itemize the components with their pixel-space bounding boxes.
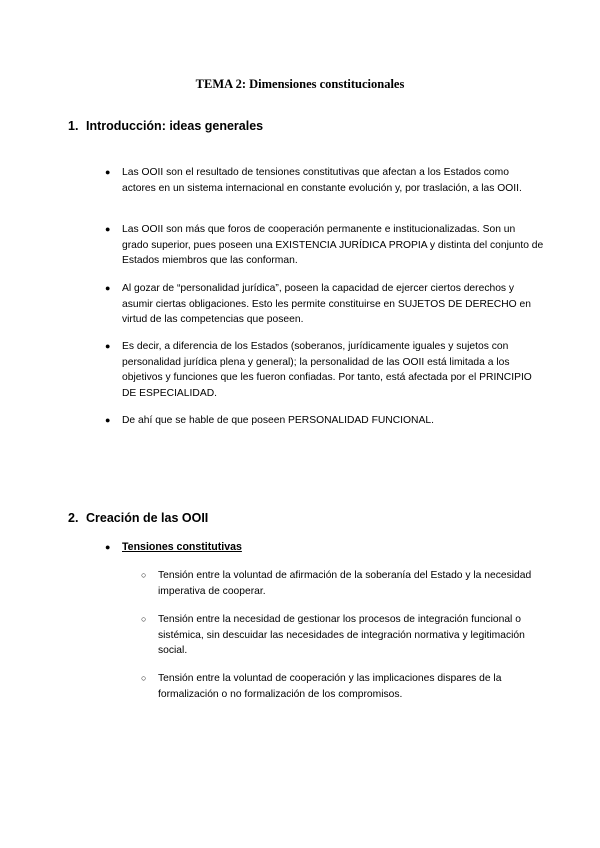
list-item bbox=[105, 413, 544, 429]
list-item bbox=[105, 339, 544, 401]
list-item bbox=[105, 281, 544, 328]
hollow-bullet-icon: ○ bbox=[141, 673, 147, 683]
list-item-text: Es decir, a diferencia de los Estados (soberanos, jurídicamente iguales y sujetos con personalidad jurídica plena y general); la personalidad de las OOII está limitada a los objetivos y funciones que les fueron confiadas. Por tanto, está afectada por el PRINCIPIO DE ESPECIALIDAD. bbox=[122, 341, 532, 399]
list-item-text: Al gozar de “personalidad jurídica”, poseen la capacidad de ejercer ciertos derechos y asumir ciertas obligaciones. Esto les permite constituirse en SUJETOS DE DERECHO en virtud de las competencias que poseen. bbox=[122, 283, 531, 325]
list-item-text: Las OOII son el resultado de tensiones constitutivas que afectan a los Estados como actores en un sistema internacional en constante evolución y, por traslación, a las OOII. bbox=[122, 167, 522, 194]
list-item-text: De ahí que se hable de que poseen PERSONALIDAD FUNCIONAL. bbox=[122, 415, 434, 426]
bullet-icon: ● bbox=[105, 224, 111, 234]
bullet-icon: ● bbox=[105, 341, 111, 351]
hollow-bullet-icon: ○ bbox=[141, 570, 147, 580]
list-item-text: Las OOII son más que foros de cooperación permanente e institucionalizadas. Son un grado superior, pues poseen una EXISTENCIA JURÍDICA PROPIA y distinta del conjunto de Estados miembros que las conforman. bbox=[122, 224, 544, 266]
bullet-icon: ● bbox=[105, 415, 111, 425]
section-1-heading bbox=[68, 118, 263, 134]
list-item bbox=[141, 568, 544, 599]
list-item bbox=[141, 671, 544, 702]
bullet-icon: ● bbox=[105, 167, 111, 177]
bullet-icon: ● bbox=[105, 542, 111, 552]
section-2-title: Creación de las OOII bbox=[86, 511, 209, 525]
subsection-heading bbox=[105, 540, 242, 556]
section-1-number: 1. bbox=[68, 119, 79, 133]
list-item bbox=[141, 612, 544, 659]
list-item-text: Tensión entre la voluntad de afirmación de la soberanía del Estado y la necesidad imperativa de cooperar. bbox=[158, 570, 532, 597]
hollow-bullet-icon: ○ bbox=[141, 614, 147, 624]
list-item-text: Tensión entre la necesidad de gestionar los procesos de integración funcional o sistémica, sin descuidar las necesidades de integración normativa y legitimación social. bbox=[158, 614, 525, 656]
list-item-text: Tensión entre la voluntad de cooperación y las implicaciones dispares de la formalización o no formalización de los compromisos. bbox=[158, 673, 502, 700]
section-2-number: 2. bbox=[68, 511, 79, 525]
bullet-icon: ● bbox=[105, 283, 111, 293]
section-2-heading bbox=[68, 510, 208, 526]
document-title: TEMA 2: Dimensiones constitucionales bbox=[195, 77, 405, 91]
section-1-title: Introducción: ideas generales bbox=[86, 119, 264, 133]
subsection-heading-text: Tensiones constitutivas bbox=[122, 541, 242, 553]
list-item bbox=[105, 165, 544, 196]
list-item bbox=[105, 222, 544, 269]
